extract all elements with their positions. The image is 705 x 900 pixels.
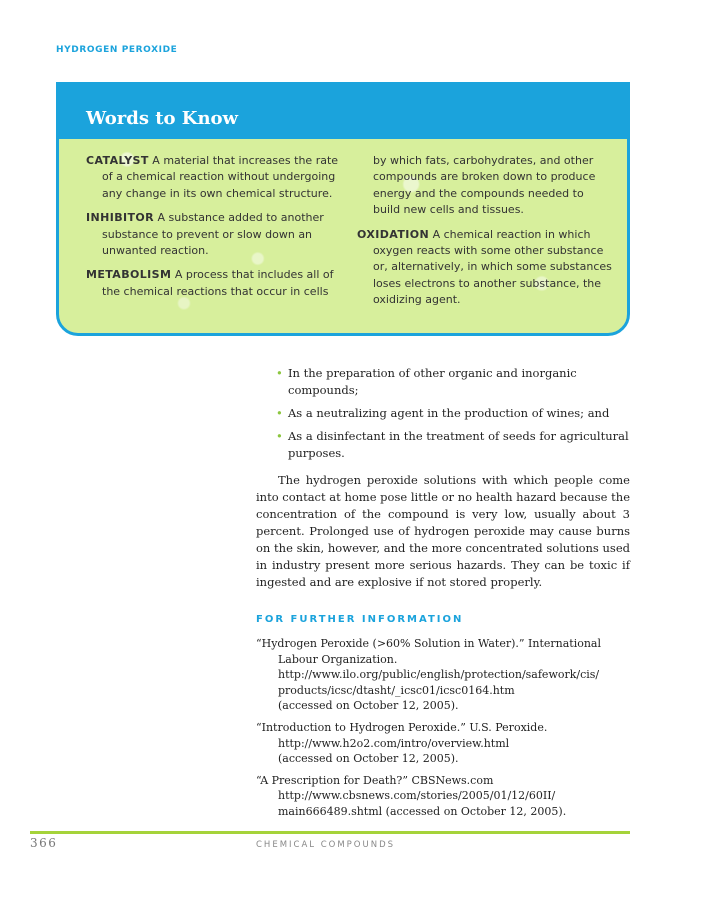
words-to-know-box [56,82,630,336]
reference-list [256,636,632,826]
glossary-term: OXIDATION [357,227,430,241]
words-to-know-header [59,85,627,139]
words-to-know-right-column [357,153,613,317]
glossary-entry-catalyst [86,153,344,202]
reference-item [256,636,632,714]
glossary-term: METABOLISM [86,268,172,282]
reference-line: Labour Organization. [278,652,398,666]
glossary-entry-oxidation [357,227,613,309]
bullet-item [256,428,630,462]
bullet-item [256,365,630,399]
reference-url[interactable]: http://www.h2o2.com/intro/overview.html [278,736,510,750]
bullet-item [256,405,630,422]
footer-rule [30,831,630,834]
page-number: 366 [30,836,58,850]
reference-url[interactable]: main666489.shtml (accessed on October 12, 2005). [278,804,567,818]
words-to-know-title: Words to Know [86,108,239,129]
bullet-dot-icon: • [276,366,283,380]
glossary-entry-inhibitor [86,210,344,259]
main-text [256,365,630,591]
reference-accessed: (accessed on October 12, 2005). [278,752,459,766]
reference-citation: “Hydrogen Peroxide (>60% Solution in Water).” International [256,637,601,650]
glossary-definition: A chemical reaction in which oxygen reacts with some other substance or, alternatively, in which some substances loses electrons to another substance, the oxidizing agent. [373,227,612,307]
bullet-text: As a disinfectant in the treatment of seeds for agricultural purposes. [288,429,629,460]
glossary-term: CATALYST [86,154,149,167]
reference-url[interactable]: products/icsc/dtasht/_icsc01/icsc0164.htm [278,683,515,697]
glossary-term: INHIBITOR [86,211,154,225]
bullet-text: In the preparation of other organic and inorganic compounds; [288,366,577,397]
reference-item [256,720,632,767]
footer-book-title: CHEMICAL COMPOUNDS [256,840,396,850]
glossary-definition: A substance added to another substance to prevent or slow down an unwanted reaction. [102,211,324,258]
reference-url[interactable]: http://www.ilo.org/public/english/protection/safework/cis/ [278,668,600,682]
bullet-text: As a neutralizing agent in the production of wines; and [288,406,610,420]
glossary-entry-metabolism [86,267,344,300]
further-information-heading: FOR FURTHER INFORMATION [256,614,464,625]
reference-citation: “A Prescription for Death?” CBSNews.com [256,773,494,787]
running-head: HYDROGEN PEROXIDE [56,45,178,55]
body-paragraph: The hydrogen peroxide solutions with which people come into contact at home pose little or no health hazard because the concentration of the compound is very low, usually about 3 percent. Prolonged use of hydrogen peroxide may cause burns on the skin, however, and the more concentrated solutions used in industry present more serious hazards. They can be toxic if ingested and are explosive if not stored properly. [256,473,630,589]
reference-url[interactable]: http://www.cbsnews.com/stories/2005/01/12/60II/ [278,789,556,803]
reference-citation: “Introduction to Hydrogen Peroxide.” U.S. Peroxide. [256,720,548,734]
glossary-definition: A process that includes all of the chemical reactions that occur in cells [102,268,334,298]
reference-item [256,773,632,820]
bullet-dot-icon: • [276,429,283,443]
words-to-know-left-column [86,153,344,308]
reference-accessed: (accessed on October 12, 2005). [278,699,459,713]
bullet-dot-icon: • [276,406,283,420]
glossary-definition: A material that increases the rate of a chemical reaction without undergoing any change in its own chemical structure. [102,154,339,200]
glossary-continuation: by which fats, carbohydrates, and other compounds are broken down to produce energy and the compounds needed to build new cells and tissues. [373,154,596,217]
